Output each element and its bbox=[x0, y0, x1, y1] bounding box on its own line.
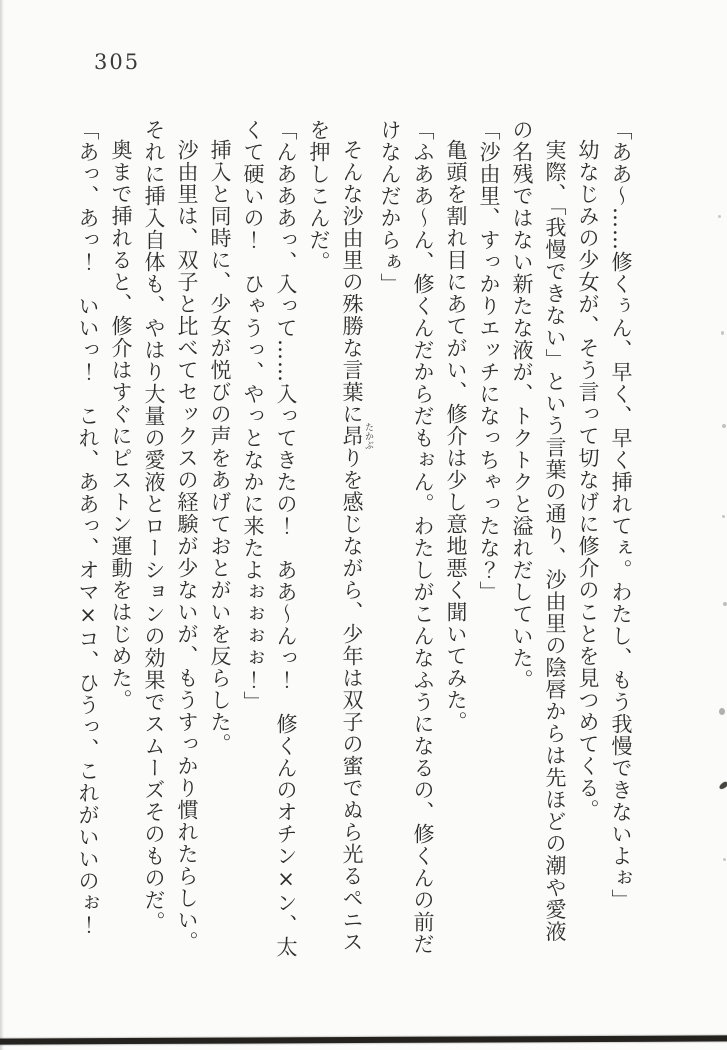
scan-speck bbox=[723, 858, 726, 861]
scan-speck bbox=[723, 602, 727, 606]
text-column: それに挿入自体も、やはり大量の愛液とローションの効果でスムーズそのものだ。 bbox=[142, 119, 166, 933]
scan-speck bbox=[718, 215, 721, 218]
scan-bottom-edge-line bbox=[0, 1035, 727, 1044]
text-column: 「沙由里、すっかりエッチになっちゃったな？」 bbox=[477, 119, 501, 603]
scan-speck bbox=[722, 424, 726, 428]
text-column: けなんだからぁ」 bbox=[378, 119, 402, 295]
text-column: 奥まで挿れると、修介はすぐにピストン運動をはじめた。 bbox=[109, 139, 133, 711]
text-column: を押しこんだ。 bbox=[307, 119, 331, 273]
text-column: の名残ではない新たな液が、トクトクと溢れだしていた。 bbox=[510, 119, 534, 691]
text-column: 沙由里は、双子と比べてセックスの経験が少ないが、もうすっかり慣れたらしい。 bbox=[175, 139, 199, 953]
text-column: 幼なじみの少女が、そう言って切なげに修介のことを見つめてくる。 bbox=[576, 139, 600, 821]
text-column: 実際、「我慢できない」という言葉の通り、沙由里の陰唇からは先ほどの潮や愛液 bbox=[543, 139, 567, 943]
text-column: 「ふああ〜ん、修くんだからだもぉん。わたしがこんなふうになるの、修くんの前だ bbox=[411, 119, 435, 955]
page-number: 305 bbox=[94, 50, 141, 74]
text-column: くて硬いの！ ひゃうっ、やっとなかに来たよぉぉぉぉ！」 bbox=[241, 119, 265, 713]
scan-speck bbox=[721, 331, 724, 335]
text-column: 「んあああっ、入って……入ってきたの！ ああ〜んっ！ 修くんのオチン×ン、太 bbox=[274, 119, 298, 958]
scan-speck bbox=[719, 708, 725, 715]
scan-left-edge-shadow bbox=[0, 0, 4, 1050]
text-column: 「ああ〜……修くぅん、早く、早く挿れてぇ。わたし、もう我慢できないよぉ」 bbox=[609, 119, 633, 911]
scan-speck bbox=[722, 515, 725, 518]
vertical-text-block bbox=[71, 119, 637, 967]
text-column: 挿入と同時に、少女が悦びの声をあげておとがいを反らした。 bbox=[208, 139, 232, 755]
text-column: 亀頭を割れ目にあてがい、修介は少し意地悪く聞いてみた。 bbox=[444, 139, 468, 733]
scan-speck bbox=[718, 781, 727, 790]
text-column: 「あっ、あっ！ いいっ！ これ、ああっ、オマ×コ、ひうっ、これがいいのぉ！ bbox=[76, 119, 100, 936]
text-column: そんな沙由里の殊勝な言葉に昂 たかぶりを感じながら、少年は双子の蜜でぬら光るペニス bbox=[340, 139, 373, 953]
furigana-annotation: 昂 たかぶ bbox=[340, 422, 373, 450]
